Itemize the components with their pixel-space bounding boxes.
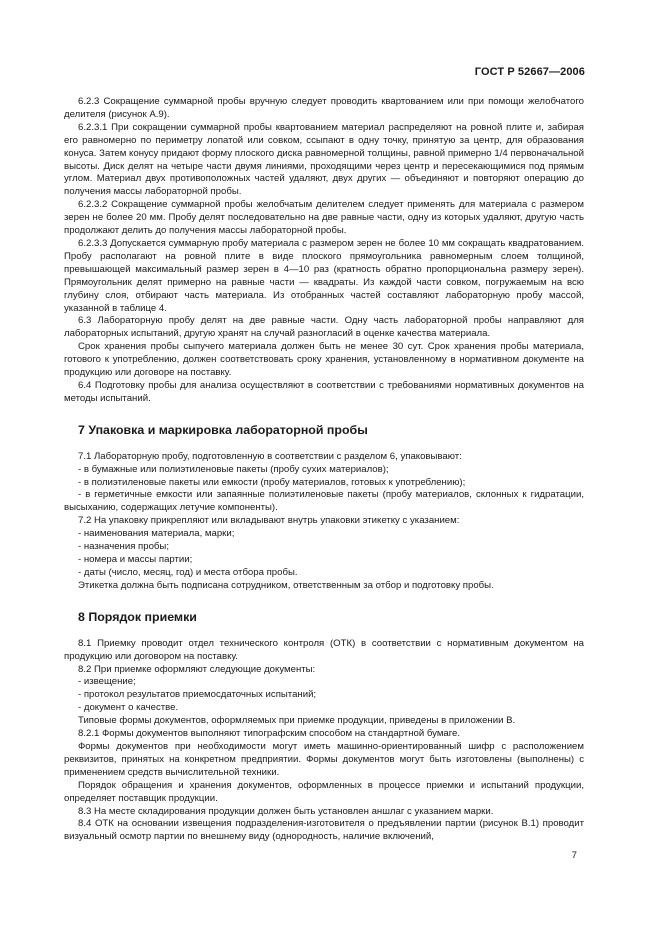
section-heading: 8 Порядок приемки — [78, 609, 197, 624]
list-item: - в герметичные емкости или запаянные полиэтиленовые пакеты (пробу материалов, склонных к гидратации, высыханию, содержащих летучие компоненты). — [64, 489, 584, 514]
paragraph: Порядок обращения и хранения документов, оформленных в процессе приемки и испытаний продукции, определяет поставщик продукции. — [64, 779, 584, 804]
paragraph: 8.1 Приемку проводит отдел технического контроля (ОТК) в соответствии с нормативным документом на продукцию или договором на поставку. — [64, 637, 584, 662]
paragraph: 7.2 На упаковку прикрепляют или вкладывают внутрь упаковки этикетку с указанием: — [78, 515, 460, 527]
paragraph: 8.3 На месте складирования продукции должен быть установлен аншлаг с указанием марки. — [78, 805, 494, 817]
paragraph: 6.2.3 Сокращение суммарной пробы вручную следует проводить квартованием или при помощи желобчатого делителя (рисунок А.9). — [64, 96, 584, 120]
section-heading: 7 Упаковка и маркировка лабораторной пробы — [78, 422, 368, 437]
section-6-continued — [64, 96, 584, 406]
list-item: - даты (число, месяц, год) и места отбора пробы. — [78, 566, 298, 578]
list-item: - документ о качестве. — [78, 702, 179, 714]
list-item: - наименования материала, марки; — [78, 528, 235, 540]
list-item: - протокол результатов приемосдаточных испытаний; — [78, 689, 317, 701]
document-header: ГОСТ Р 52667—2006 — [474, 66, 585, 78]
section-7 — [64, 423, 584, 593]
paragraph: Срок хранения пробы сыпучего материала должен быть не менее 30 сут. Срок хранения пробы материала, готового к употреблению, должен соответствовать сроку хранения, установленному в нормативном документе на продукцию или договоре на поставку. — [64, 341, 584, 379]
paragraph: 8.4 ОТК на основании извещения подразделения-изготовителя о предъявлении партии (рисунок В.1) проводит визуальный осмотр партии по внешнему виду (однородность, наличие включений, — [64, 818, 584, 843]
paragraph: Типовые формы документов, оформляемых при приемке продукции, приведены в приложении В. — [78, 715, 516, 727]
paragraph: 8.2.1 Формы документов выполняют типографским способом на стандартной бумаге. — [78, 728, 461, 740]
page-number: 7 — [571, 850, 577, 861]
paragraph: 8.2 При приемке оформляют следующие документы: — [78, 663, 316, 675]
list-item: - в полиэтиленовые пакеты или емкости (пробу материалов, готовых к употреблению); — [78, 476, 466, 488]
paragraph: 6.3 Лабораторную пробу делят на две равные части. Одну часть лабораторной пробы направляют для лабораторных испытаний, другую хранят на случай разногласий в оценке качества материала. — [64, 315, 584, 340]
paragraph: Этикетка должна быть подписана сотрудником, ответственным за отбор и подготовку пробы. — [78, 579, 494, 591]
paragraph: 7.1 Лабораторную пробу, подготовленную в соответствии с разделом 6, упаковывают: — [78, 450, 462, 462]
list-item: - номера и массы партии; — [78, 554, 193, 565]
list-item: - в бумажные или полиэтиленовые пакеты (пробу сухих материалов); — [78, 463, 389, 475]
list-item: - извещение; — [78, 676, 136, 688]
paragraph: 6.2.3.3 Допускается суммарную пробу материала с размером зерен не более 10 мм сокращать квадратованием. Пробу располагают на ровной плите в виде плоского прямоугольника равномерным слоем толщиной, превышающей максимальный размер зерен в 4—10 раз (кратность обратно пропорциональна размеру зерен). Прямоугольник делят примерно на равные части — квадраты. Из каждой части совком, погружаемым на всю глубину слоя, отбирают часть материала. Из отобранных частей составляют лабораторную пробу массой, указанной в таблице 4. — [64, 237, 584, 314]
paragraph: 6.2.3.2 Сокращение суммарной пробы желобчатым делителем следует применять для материала с размером зерен не более 20 мм. Пробу делят последовательно на две равные части, одну из которых удаляют, другую часть продолжают делить до получения массы лабораторной пробы. — [64, 199, 584, 237]
paragraph: 6.2.3.1 При сокращении суммарной пробы квартованием материал распределяют на ровной плите и, забирая его равномерно по периметру лопатой или совком, ссыпают в одну точку, принятую за центр, для образования конуса. Затем конусу придают форму плоского диска равномерной толщины, равной примерно 1/4 первоначальной высоты. Диск делят на четыре части двумя линиями, проходящими через центр и пересекающимися под прямым углом. Материал двух противоположных частей удаляют, двух других — объединяют и повторяют операцию до получения массы лабораторной пробы. — [64, 121, 584, 198]
paragraph: 6.4 Подготовку пробы для анализа осуществляют в соответствии с требованиями нормативных документов на методы испытаний. — [64, 379, 584, 404]
section-8 — [64, 610, 584, 845]
paragraph: Формы документов при необходимости могут иметь машинно-ориентированный шифр с расположением реквизитов, принятых на конкретном предприятии. Формы документов могут быть изготовлены (выполнены) с применением средств вычислительной техники. — [64, 740, 584, 778]
page-content — [64, 96, 584, 844]
list-item: - назначения пробы; — [78, 541, 169, 553]
